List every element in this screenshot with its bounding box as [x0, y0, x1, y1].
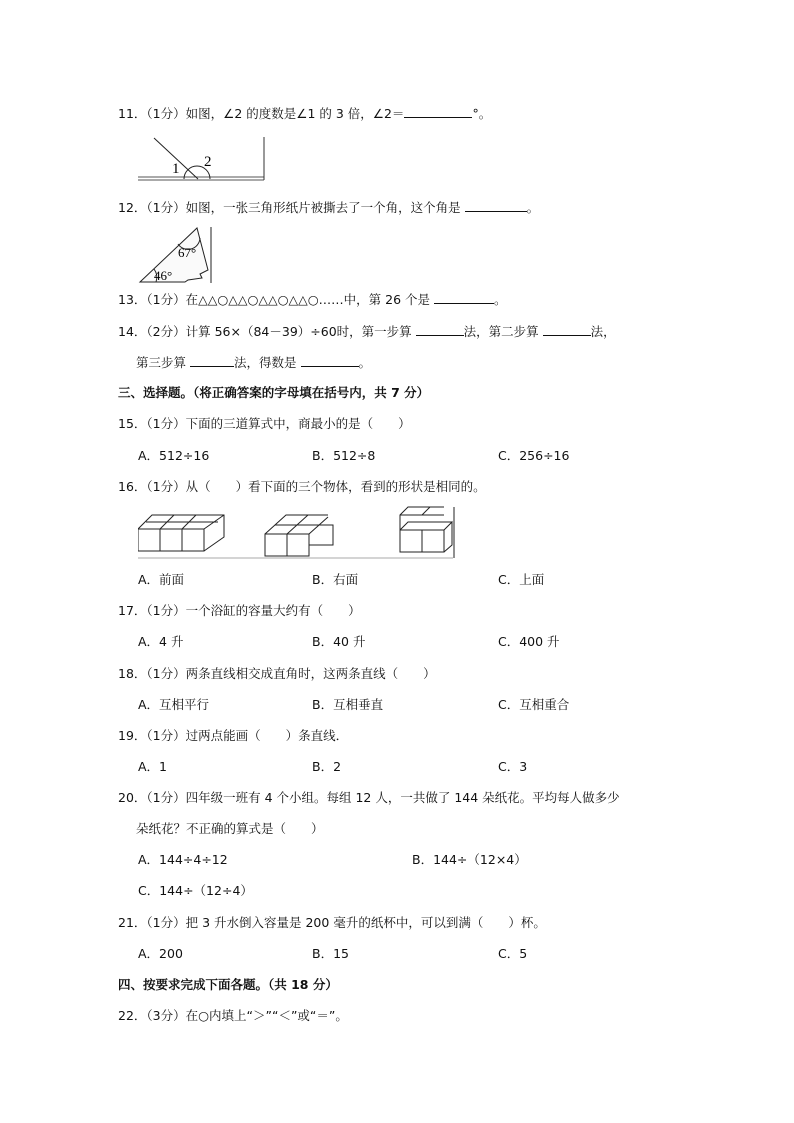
q14-text: 14．（2分）计算 56×（84－39）÷60时，第一步算 — [118, 324, 412, 339]
question-19: 19．（1分）过两点能画（ ）条直线． — [118, 728, 349, 743]
answer-blank[interactable] — [434, 291, 494, 304]
option-b[interactable]: B．15 — [312, 946, 349, 961]
q14-line2a: 第三步算 — [136, 355, 187, 370]
option-c[interactable]: C．400 升 — [498, 634, 560, 649]
question-17: 17．（1分）一个浴缸的容量大约有（ ） — [118, 603, 361, 618]
angle-67-label: 67° — [178, 245, 197, 260]
question-14 — [118, 323, 616, 340]
torn-triangle-figure — [138, 222, 213, 284]
option-c[interactable]: C．256÷16 — [498, 448, 570, 463]
question-20-line2: 朵纸花？不正确的算式是（ ） — [136, 821, 324, 836]
q14-tail: 。 — [358, 355, 372, 370]
question-11 — [118, 105, 491, 122]
q12-text: 12．（1分）如图，一张三角形纸片被撕去了一个角，这个角是 — [118, 200, 461, 215]
option-b[interactable]: B．右面 — [312, 572, 359, 587]
q14-mid2: 法， — [590, 324, 616, 339]
question-14-line2 — [136, 354, 371, 371]
answer-blank[interactable] — [465, 199, 527, 212]
option-c[interactable]: C．5 — [498, 946, 528, 961]
question-20: 20．（1分）四年级一班有 4 个小组。每组 12 人，一共做了 144 朵纸花。平均每人做多少 — [118, 790, 620, 805]
option-a[interactable]: A．1 — [138, 759, 168, 774]
option-b[interactable]: B．40 升 — [312, 634, 366, 649]
q11-text: 11．（1分）如图，∠2 的度数是∠1 的 3 倍，∠2＝ — [118, 106, 405, 121]
question-15: 15．（1分）下面的三道算式中，商最小的是（ ） — [118, 416, 411, 431]
option-c[interactable]: C．144÷（12÷4） — [138, 883, 253, 898]
option-a[interactable]: A．200 — [138, 946, 183, 961]
answer-blank[interactable] — [416, 323, 464, 336]
q12-tail: 。 — [526, 200, 540, 215]
option-a[interactable]: A．互相平行 — [138, 697, 210, 712]
section-4-heading: 四、按要求完成下面各题。（共 18 分） — [118, 977, 338, 992]
section-3-heading: 三、选择题。（将正确答案的字母填在括号内，共 7 分） — [118, 385, 430, 400]
option-a[interactable]: A．512÷16 — [138, 448, 210, 463]
option-c[interactable]: C．上面 — [498, 572, 545, 587]
option-b[interactable]: B．144÷（12×4） — [412, 852, 527, 867]
q11-tail: °。 — [472, 106, 492, 121]
question-13 — [118, 291, 507, 308]
option-a[interactable]: A．144÷4÷12 — [138, 852, 228, 867]
q14-mid1: 法，第二步算 — [463, 324, 539, 339]
question-16: 16．（1分）从（ ）看下面的三个物体，看到的形状是相同的。 — [118, 479, 486, 494]
answer-blank[interactable] — [301, 354, 359, 367]
answer-blank[interactable] — [543, 323, 591, 336]
q13-tail: 。 — [493, 292, 507, 307]
option-b[interactable]: B．互相垂直 — [312, 697, 384, 712]
angle-1-label: 1 — [172, 161, 180, 177]
option-a[interactable]: A．4 升 — [138, 634, 184, 649]
answer-blank[interactable] — [404, 105, 472, 118]
answer-blank[interactable] — [190, 354, 234, 367]
angle-2-label: 2 — [204, 154, 212, 170]
option-c[interactable]: C．互相重合 — [498, 697, 570, 712]
option-a[interactable]: A．前面 — [138, 572, 185, 587]
question-22: 22．（3分）在○内填上“＞”“＜”或“＝”。 — [118, 1008, 348, 1023]
q13-text: 13．（1分）在△△○△△○△△○△△○……中，第 26 个是 — [118, 292, 430, 307]
question-18: 18．（1分）两条直线相交成直角时，这两条直线（ ） — [118, 666, 436, 681]
question-21: 21．（1分）把 3 升水倒入容量是 200 毫升的纸杯中，可以到满（ ）杯。 — [118, 915, 546, 930]
angle-46-label: 46° — [154, 268, 173, 283]
option-b[interactable]: B．512÷8 — [312, 448, 376, 463]
cube-objects-figure — [138, 505, 458, 560]
option-c[interactable]: C．3 — [498, 759, 528, 774]
q14-line2b: 法，得数是 — [234, 355, 297, 370]
question-12 — [118, 199, 539, 216]
angle-figure — [138, 135, 266, 183]
option-b[interactable]: B．2 — [312, 759, 342, 774]
